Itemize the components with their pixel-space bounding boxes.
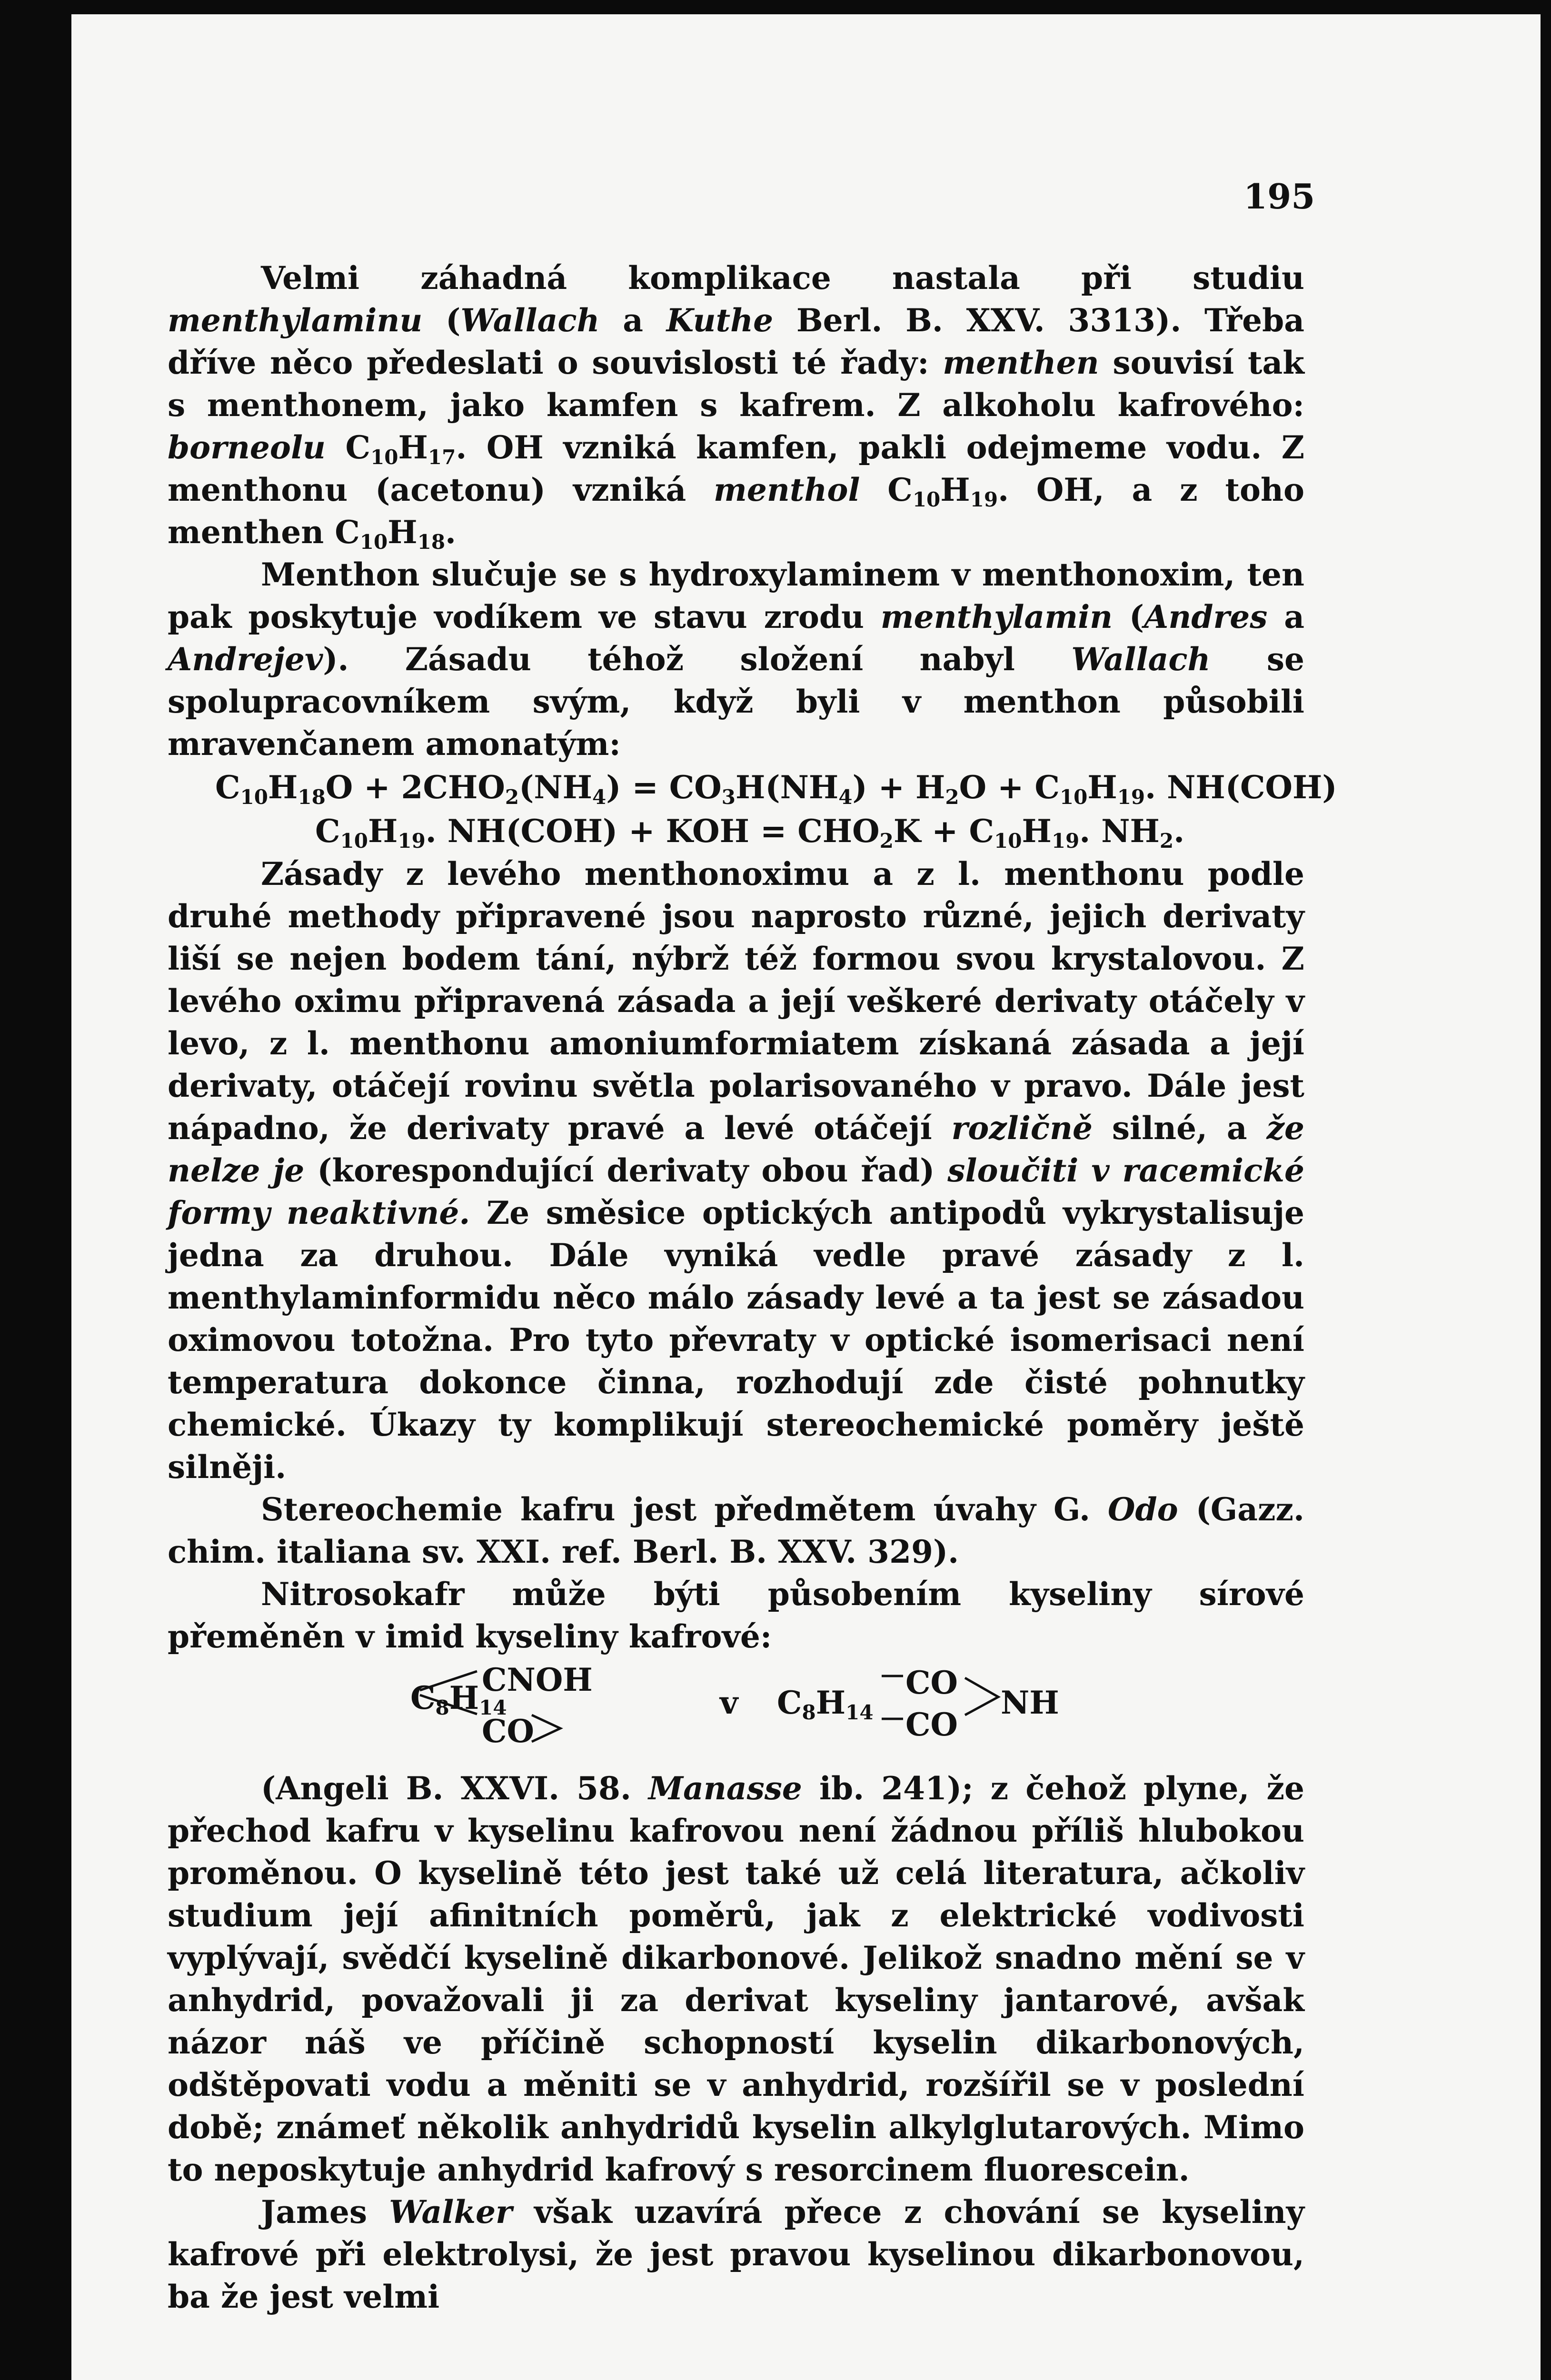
scan-border-right	[1541, 0, 1551, 2380]
formula-right-group: NH	[1001, 1684, 1059, 1721]
body-text	[168, 257, 1337, 2318]
paragraph-angeli: (Angeli B. XXVI. 58. Manasse ib. 241); z čehož plyne, že přechod kafru v kyselinu kafrovou není žádnou příliš hlubokou proměnou. O kyselině této jest také už celá literatura, ačkoliv studium její afinitních poměrů, jak z elektrické vodivosti vyplývají, svědčí kyselině dikarbonové. Jelikož snadno mění se v anhydrid, považovali ji za derivat kyseliny jantarové, avšak názor náš ve příčině schopností kyselin dikarbonových, odštěpovati vodu a měniti se v anhydrid, rozšířil se v poslední době; známeť několik anhydridů kyselin alkylglutarových. Mimo to neposkytuje anhydrid kafrový s resorcinem fluorescein.	[168, 1770, 1304, 2188]
scan-border-left	[0, 0, 71, 2380]
paragraph-zasady: Zásady z levého menthonoximu a z l. menthonu podle druhé methody připravené jsou naprosto různé, jejich derivaty liší se nejen bodem tání, nýbrž též formou svou krystalovou. Z levého oximu připravená zásada a její veškeré derivaty otáčely v levo, z l. menthonu amoniumformiatem získaná zásada a její derivaty, otáčejí rovinu světla polarisovaného v pravo. Dále jest nápadno, že derivaty pravé a levé otáčejí rozličně silné, a že nelze je (korespondující derivaty obou řad) sloučiti v racemické formy neaktivné. Ze směsice optických antipodů vykrystalisuje jedna za druhou. Dále vyniká vedle pravé zásady z l. menthylaminformidu něco málo zásady levé a ta jest se zásadou oximovou totožna. Pro tyto převraty v optické isomerisaci není temperatura dokonce činna, rozhodují zde čisté pohnutky chemické. Úkazy ty komplikují stereochemické poměry ještě silněji.	[168, 855, 1304, 1486]
bond-chevron	[965, 1678, 998, 1715]
paragraph-menthylamine: Velmi záhadná komplikace nastala při studiu menthylaminu (Wallach a Kuthe Berl. B. XXV. 3313). Třeba dříve něco předeslati o souvislosti té řady: menthen souvisí tak s menthonem, jako kamfen s kafrem. Z alkoholu kafrového: borneolu $C_{10}H_{17}$. OH vzniká kamfen, pakli odejmeme vodu. Z menthonu (acetonu) vzniká menthol $C_{10}H_{19}$. OH, a z toho menthen $C_{10}H_{18}$.	[168, 259, 1304, 554]
paragraph-walker: James Walker však uzavírá přece z chování se kyseliny kafrové při elektrolysi, že jest pravou kyselinou dikarbonovou, ba že jest velmi	[168, 2193, 1304, 2315]
formula-right-top: CO	[905, 1664, 958, 1701]
bond-chevron-left	[532, 1715, 560, 1742]
page-number: 195	[1243, 176, 1315, 217]
formula-left-base: $C_8H_{14}$	[410, 1679, 507, 1719]
formula-right-bottom: CO	[905, 1706, 958, 1743]
formula-conjunction: v	[720, 1684, 738, 1721]
formula-right-base: $C_8H_{14}$	[777, 1684, 874, 1724]
paragraph-nitrosokafr: Nitrosokafr může býti působením kyseliny sírové přeměněn v imid kyseliny kafrové:	[168, 1576, 1304, 1655]
formula-left-bottom: CO	[482, 1713, 535, 1750]
equation-1: $C_{10}H_{18}O + 2CHO_2(NH_4) = CO_3H(NH_4) + H_2O + C_{10}H_{19}$. NH(COH)	[215, 769, 1337, 809]
paragraph-stereochemie: Stereochemie kafru jest předmětem úvahy G. Odo (Gazz. chim. italiana sv. XXI. ref. Berl. B. XXV. 329).	[168, 1491, 1304, 1570]
formula-left-top: CNOH	[482, 1661, 593, 1698]
equation-2: $C_{10}H_{19}$. NH(COH) + KOH = $CHO_2K + C_{10}H_{19}$. $NH_2$.	[315, 813, 1185, 853]
paragraph-menthon: Menthon slučuje se s hydroxylaminem v menthonoxim, ten pak poskytuje vodíkem ve stavu zrodu menthylamin (Andres a Andrejev). Zásadu téhož složení nabyl Wallach se spolupracovníkem svým, když byli v menthon působili mravenčanem amonatým:	[168, 556, 1304, 763]
structural-formulas	[168, 1658, 1304, 1767]
scan-border-top	[0, 0, 1551, 14]
